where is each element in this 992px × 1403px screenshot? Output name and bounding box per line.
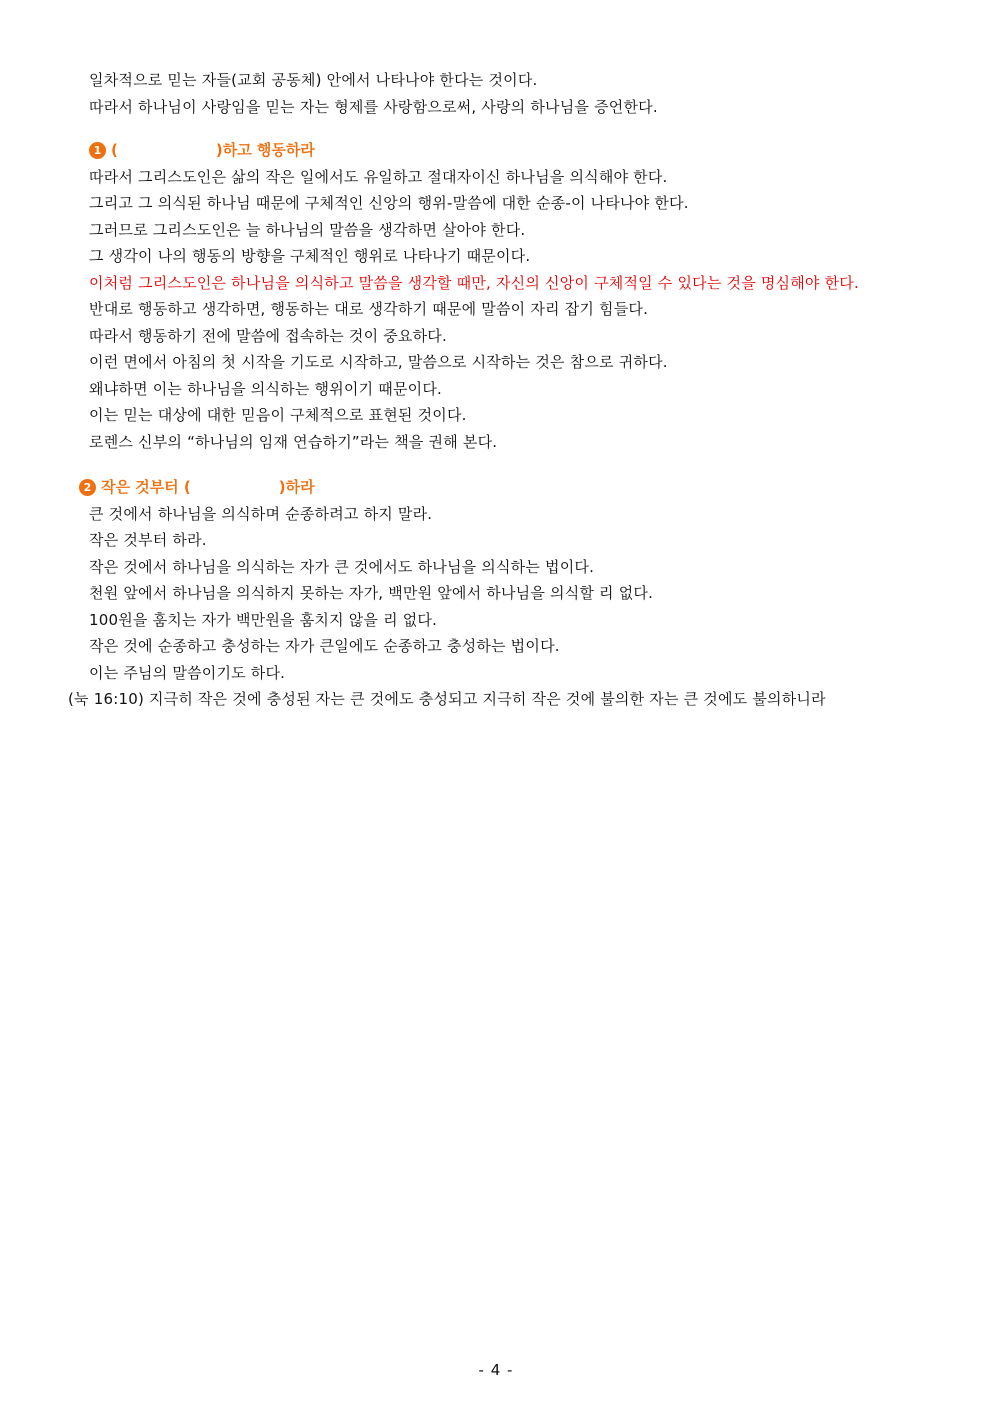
emphasis-line: 이처럼 그리스도인은 하나님을 의식하고 말씀을 생각할 때만, 자신의 신앙이 구체적일 수 있다는 것을 명심해야 한다. [89, 274, 859, 292]
heading-close: )하라 [278, 478, 315, 496]
body-line: 그러므로 그리스도인은 늘 하나님의 말씀을 생각하면 살아야 한다. [89, 221, 526, 239]
body-line: 반대로 행동하고 생각하면, 행동하는 대로 생각하기 때문에 말씀이 자리 잡기 힘들다. [89, 300, 649, 318]
body-line: 따라서 그리스도인은 삶의 작은 일에서도 유일하고 절대자이신 하나님을 의식해야 한다. [89, 168, 668, 186]
body-line: 그 생각이 나의 행동의 방향을 구체적인 행위로 나타나기 때문이다. [89, 247, 531, 265]
section-number-badge: 2 [79, 479, 96, 496]
scripture-verse: (눅 16:10) 지극히 작은 것에 충성된 자는 큰 것에도 충성되고 지극히 작은 것에 불의한 자는 큰 것에도 불의하니라 [68, 690, 826, 708]
page-number: - 4 - [478, 1361, 514, 1379]
body-line: 천원 앞에서 하나님을 의식하지 못하는 자가, 백만원 앞에서 하나님을 의식할 리 없다. [89, 584, 654, 602]
body-line: 따라서 행동하기 전에 말씀에 접속하는 것이 중요하다. [89, 327, 447, 345]
body-line: 작은 것에 순종하고 충성하는 자가 큰일에도 순종하고 충성하는 법이다. [89, 637, 560, 655]
section-2-heading [79, 477, 315, 497]
body-line: 그리고 그 의식된 하나님 때문에 구체적인 신앙의 행위-말씀에 대한 순종-이 나타나야 한다. [89, 194, 689, 212]
body-line: 큰 것에서 하나님을 의식하며 순종하려고 하지 말라. [89, 505, 433, 523]
intro-line: 일차적으로 믿는 자들(교회 공동체) 안에서 나타나야 한다는 것이다. [89, 71, 538, 89]
body-line: 이런 면에서 아침의 첫 시작을 기도로 시작하고, 말씀으로 시작하는 것은 참으로 귀하다. [89, 353, 668, 371]
body-line: 왜냐하면 이는 하나님을 의식하는 행위이기 때문이다. [89, 380, 442, 398]
body-line: 100원을 훔치는 자가 백만원을 훔치지 않을 리 없다. [89, 611, 438, 629]
section-number-badge: 1 [89, 142, 106, 159]
body-line: 이는 믿는 대상에 대한 믿음이 구체적으로 표현된 것이다. [89, 406, 467, 424]
section-1-heading [89, 140, 315, 160]
body-line: 작은 것부터 하라. [89, 531, 207, 549]
heading-close: )하고 행동하라 [215, 141, 315, 159]
body-line: 로렌스 신부의 “하나님의 임재 연습하기”라는 책을 권해 본다. [89, 433, 498, 451]
intro-line: 따라서 하나님이 사랑임을 믿는 자는 형제를 사랑함으로써, 사랑의 하나님을 증언한다. [89, 98, 658, 116]
heading-open: ( [111, 141, 118, 159]
body-line: 이는 주님의 말씀이기도 하다. [89, 664, 286, 682]
heading-open: 작은 것부터 ( [101, 478, 191, 496]
body-line: 작은 것에서 하나님을 의식하는 자가 큰 것에서도 하나님을 의식하는 법이다. [89, 558, 595, 576]
